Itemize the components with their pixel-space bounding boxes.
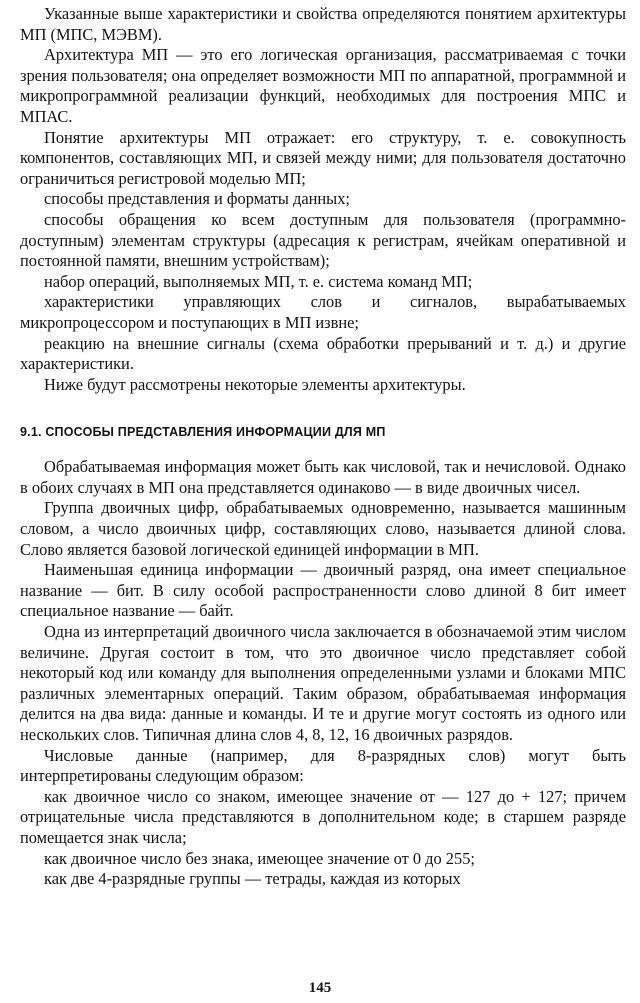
section-text-block <box>20 457 626 889</box>
paragraph: Указанные выше характеристики и свойства определяются понятием архитектуры МП (МПС, МЭВМ). <box>20 4 626 44</box>
paragraph: Группа двоичных цифр, обрабатываемых одновременно, называется машинным словом, а число двоичных цифр, составляющих слово, называется длиной слова. Слово является базовой логической единицей информации в МП. <box>20 498 626 559</box>
section-heading: 9.1. СПОСОБЫ ПРЕДСТАВЛЕНИЯ ИНФОРМАЦИИ ДЛЯ МП <box>20 425 386 440</box>
paragraph: Обрабатываемая информация может быть как числовой, так и нечисловой. Однако в обоих случаях в МП она представляется одинаково — в виде двоичных чисел. <box>20 457 626 497</box>
paragraph: Наименьшая единица информации — двоичный разряд, она имеет специальное название — бит. В силу особой распространенности слово длиной 8 бит имеет специальное название — байт. <box>20 560 626 621</box>
paragraph: Числовые данные (например, для 8-разрядных слов) могут быть интерпретированы следующим образом: <box>20 745 626 786</box>
paragraph: Одна из интерпретаций двоичного числа заключается в обозначаемой этим числом величине. Другая состоит в том, что это двоичное число представляет собой некоторый код или команду для выполнения определенными узлами и блоками МПС различных элементарных операций. Таким образом, обрабатываемая информация делится на два вида: данные и команды. И те и другие могут состоять из одного или нескольких слов. Типичная длина слов 4, 8, 12, 16 двоичных разрядов. <box>20 622 626 744</box>
page-number: 145 <box>308 980 332 996</box>
paragraph: как две 4-разрядные группы — тетрады, каждая из которых <box>44 869 461 889</box>
paragraph: как двоичное число без знака, имеющее значение от 0 до 255; <box>44 848 475 868</box>
paragraph: реакцию на внешние сигналы (схема обработки прерываний и т. д.) и другие характеристики. <box>20 333 626 374</box>
paragraph: способы представления и форматы данных; <box>44 189 350 209</box>
paragraph: как двоичное число со знаком, имеющее значение от — 127 до + 127; причем отрицательные числа представляются в дополнительном коде; в старшем разряде помещается знак числа; <box>20 786 626 847</box>
paragraph: Архитектура МП — это его логическая организация, рассматриваемая с точки зрения пользователя; она определяет возможности МП по аппаратной, программной и микропрограммной реализации функций, необходимых для построения МПС и МПАС. <box>20 45 626 126</box>
paragraph: характеристики управляющих слов и сигналов, вырабатываемых микропроцессором и поступающих в МП извне; <box>20 292 626 332</box>
intro-text-block <box>20 4 626 395</box>
paragraph: набор операций, выполняемых МП, т. е. система команд МП; <box>44 271 473 291</box>
paragraph: способы обращения ко всем доступным для пользователя (программно-доступным) элементам структуры (адресация к регистрам, ячейкам оперативной и постоянной памяти, внешним устройствам); <box>20 209 626 271</box>
paragraph: Ниже будут рассмотрены некоторые элементы архитектуры. <box>44 374 466 394</box>
paragraph: Понятие архитектуры МП отражает: его структуру, т. е. совокупность компонентов, составляющих МП, и связей между ними; для пользователя достаточно ограничиться регистровой моделью МП; <box>20 127 626 188</box>
